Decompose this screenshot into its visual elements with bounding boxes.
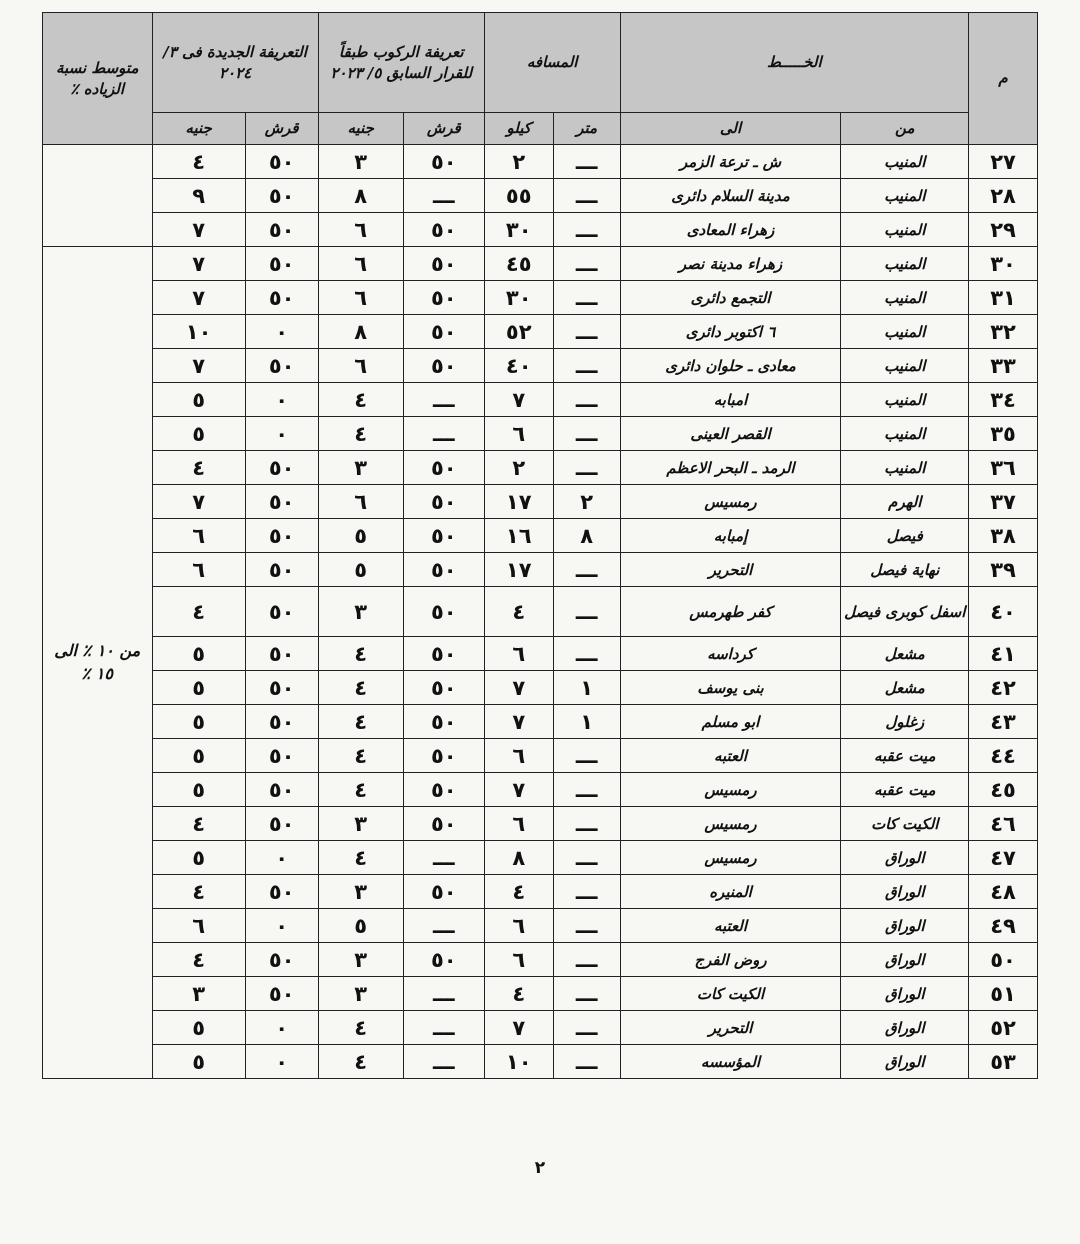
table-row [43,875,1038,909]
old-piaster-cell: ٥٠ [403,705,484,739]
old-piaster-cell: ٥٠ [403,349,484,383]
new-pound-cell: ٩ [152,179,245,213]
old-pound-cell: ٣ [318,943,403,977]
from-cell: الوراق [841,875,969,909]
table-row [43,553,1038,587]
new-piaster-cell: ٥٠ [245,773,318,807]
meter-cell: ـــ [553,909,620,943]
to-cell: رمسيس [620,773,841,807]
old-piaster-cell: ٥٠ [403,519,484,553]
table-row [43,587,1038,637]
row-number-cell: ٤٦ [969,807,1038,841]
table-row [43,705,1038,739]
new-pound-cell: ٤ [152,807,245,841]
to-cell: رمسيس [620,485,841,519]
meter-cell: ـــ [553,213,620,247]
table-row [43,909,1038,943]
table-row [43,281,1038,315]
meter-cell: ـــ [553,807,620,841]
new-pound-cell: ٥ [152,773,245,807]
kilo-cell: ٤ [484,587,553,637]
meter-cell: ١ [553,671,620,705]
table-row [43,451,1038,485]
old-piaster-cell: ٥٠ [403,587,484,637]
new-pound-cell: ٦ [152,519,245,553]
table-row [43,943,1038,977]
old-piaster-cell: ٥٠ [403,213,484,247]
meter-cell: ١ [553,705,620,739]
from-cell: ميت عقبه [841,739,969,773]
old-piaster-cell: ٥٠ [403,637,484,671]
old-pound-cell: ٨ [318,315,403,349]
new-pound-cell: ٥ [152,417,245,451]
to-cell: معادى ـ حلوان دائرى [620,349,841,383]
old-piaster-cell: ٥٠ [403,807,484,841]
new-pound-cell: ٦ [152,553,245,587]
old-piaster-cell: ٥٠ [403,315,484,349]
old-pound-cell: ٤ [318,705,403,739]
to-cell: المنيره [620,875,841,909]
to-cell: القصر العينى [620,417,841,451]
new-pound-cell: ٥ [152,671,245,705]
table-row [43,977,1038,1011]
new-piaster-cell: ٥٠ [245,145,318,179]
from-cell: المنيب [841,179,969,213]
old-pound-cell: ٤ [318,773,403,807]
row-number-cell: ٤٨ [969,875,1038,909]
row-number-cell: ٤٢ [969,671,1038,705]
new-pound-cell: ٦ [152,909,245,943]
old-pound-cell: ٣ [318,451,403,485]
new-pound-header: جنيه [152,113,245,145]
old-pound-cell: ٤ [318,671,403,705]
new-piaster-cell: ٥٠ [245,485,318,519]
table-row [43,671,1038,705]
new-piaster-cell: ٥٠ [245,587,318,637]
meter-cell: ـــ [553,349,620,383]
new-piaster-cell: ٥٠ [245,705,318,739]
meter-cell: ـــ [553,179,620,213]
row-number-cell: ٣٦ [969,451,1038,485]
row-number-cell: ٥٠ [969,943,1038,977]
old-pound-cell: ٨ [318,179,403,213]
kilo-cell: ٦ [484,807,553,841]
from-cell: المنيب [841,247,969,281]
row-number-cell: ٣٣ [969,349,1038,383]
from-cell: المنيب [841,145,969,179]
from-cell: الكيت كات [841,807,969,841]
increase-cell-top [43,145,153,247]
kilo-cell: ١٠ [484,1045,553,1079]
new-pound-cell: ٥ [152,739,245,773]
new-piaster-cell: ٠ [245,383,318,417]
new-pound-cell: ٥ [152,841,245,875]
old-pound-cell: ٤ [318,841,403,875]
meter-cell: ـــ [553,281,620,315]
new-pound-cell: ٤ [152,451,245,485]
old-pound-header: جنيه [318,113,403,145]
meter-cell: ـــ [553,553,620,587]
new-pound-cell: ٤ [152,145,245,179]
page-number: ٢ [534,1158,546,1178]
kilo-cell: ٦ [484,909,553,943]
table-row [43,417,1038,451]
new-pound-cell: ٣ [152,977,245,1011]
old-pound-cell: ٥ [318,909,403,943]
new-piaster-cell: ٥٠ [245,281,318,315]
row-number-cell: ٢٩ [969,213,1038,247]
kilo-cell: ٧ [484,671,553,705]
old-pound-cell: ٦ [318,247,403,281]
old-piaster-cell: ـــ [403,1045,484,1079]
from-cell: الوراق [841,1011,969,1045]
old-pound-cell: ٣ [318,145,403,179]
new-piaster-cell: ٥٠ [245,213,318,247]
new-pound-cell: ٧ [152,485,245,519]
meter-cell: ـــ [553,451,620,485]
meter-cell: ٢ [553,485,620,519]
old-piaster-cell: ـــ [403,417,484,451]
new-piaster-cell: ٠ [245,417,318,451]
new-piaster-cell: ٠ [245,1011,318,1045]
old-piaster-cell: ٥٠ [403,875,484,909]
meter-cell: ـــ [553,417,620,451]
old-piaster-cell: ٥٠ [403,247,484,281]
old-piaster-cell: ٥٠ [403,281,484,315]
new-pound-cell: ٧ [152,349,245,383]
old-pound-cell: ٣ [318,587,403,637]
old-pound-cell: ٤ [318,1011,403,1045]
row-number-cell: ٤٥ [969,773,1038,807]
to-cell: رمسيس [620,841,841,875]
from-cell: مشعل [841,671,969,705]
row-number-cell: ٣٥ [969,417,1038,451]
row-number-cell: ٣٤ [969,383,1038,417]
fare-table [42,12,1038,1079]
table-row [43,841,1038,875]
to-cell: كفر طهرمس [620,587,841,637]
table-row [43,519,1038,553]
to-cell: التحرير [620,1011,841,1045]
from-cell: نهاية فيصل [841,553,969,587]
to-cell: إمبابه [620,519,841,553]
row-number-cell: ٢٧ [969,145,1038,179]
new-piaster-cell: ٠ [245,841,318,875]
to-cell: الرمد ـ البحر الاعظم [620,451,841,485]
old-pound-cell: ٦ [318,213,403,247]
kilo-cell: ٦ [484,943,553,977]
row-number-cell: ٥٢ [969,1011,1038,1045]
table-row [43,315,1038,349]
kilo-cell: ٤ [484,977,553,1011]
new-piaster-cell: ٠ [245,315,318,349]
meter-cell: ـــ [553,145,620,179]
row-number-cell: ٤٤ [969,739,1038,773]
old-piaster-cell: ٥٠ [403,671,484,705]
old-piaster-cell: ـــ [403,909,484,943]
new-pound-cell: ٥ [152,1045,245,1079]
from-cell: المنيب [841,281,969,315]
from-cell: الوراق [841,943,969,977]
kilo-cell: ٤٥ [484,247,553,281]
new-piaster-cell: ٥٠ [245,807,318,841]
kilo-cell: ٣٠ [484,213,553,247]
meter-cell: ـــ [553,247,620,281]
new-piaster-cell: ٥٠ [245,179,318,213]
kilo-cell: ٧ [484,705,553,739]
kilo-cell: ١٧ [484,485,553,519]
new-pound-cell: ٤ [152,875,245,909]
old-pound-cell: ٥ [318,519,403,553]
meter-cell: ـــ [553,587,620,637]
to-cell: العتبه [620,909,841,943]
avg-increase-header: متوسط نسبة الزياده ٪ [43,13,153,145]
old-pound-cell: ٤ [318,637,403,671]
row-number-cell: ٣٧ [969,485,1038,519]
row-number-cell: ٤٩ [969,909,1038,943]
new-pound-cell: ٧ [152,247,245,281]
kilo-cell: ٤٠ [484,349,553,383]
old-fare-header: تعريفة الركوب طبقاً للقرار السابق ٥/ ٢٠٢٣ [318,13,484,113]
kilo-cell: ٧ [484,773,553,807]
kilo-cell: ٥٥ [484,179,553,213]
from-cell: المنيب [841,315,969,349]
to-cell: امبابه [620,383,841,417]
meter-cell: ـــ [553,943,620,977]
row-number-cell: ٣٨ [969,519,1038,553]
to-cell: روض الفرج [620,943,841,977]
old-pound-cell: ٤ [318,1045,403,1079]
row-number-cell: ٣٩ [969,553,1038,587]
kilo-cell: ١٧ [484,553,553,587]
old-piaster-cell: ـــ [403,841,484,875]
new-piaster-cell: ٥٠ [245,943,318,977]
to-cell: ش ـ ترعة الزمر [620,145,841,179]
old-pound-cell: ٦ [318,349,403,383]
new-pound-cell: ٥ [152,637,245,671]
kilo-cell: ٨ [484,841,553,875]
row-number-cell: ٣٠ [969,247,1038,281]
old-piaster-cell: ٥٠ [403,739,484,773]
new-piaster-cell: ٥٠ [245,519,318,553]
meter-cell: ـــ [553,315,620,349]
from-cell: المنيب [841,383,969,417]
row-number-cell: ٢٨ [969,179,1038,213]
from-cell: الوراق [841,909,969,943]
new-fare-header: التعريفة الجديدة فى ٣/ ٢٠٢٤ [152,13,318,113]
meter-cell: ـــ [553,841,620,875]
from-cell: المنيب [841,349,969,383]
to-cell: المؤسسه [620,1045,841,1079]
table-row [43,637,1038,671]
from-cell: ميت عقبه [841,773,969,807]
kilo-cell: ٥٢ [484,315,553,349]
kilo-cell: ٦ [484,739,553,773]
row-number-cell: ٥١ [969,977,1038,1011]
distance-header: المسافه [484,13,620,113]
meter-header: متر [553,113,620,145]
from-cell: الوراق [841,1045,969,1079]
meter-cell: ـــ [553,875,620,909]
new-pound-cell: ٥ [152,1011,245,1045]
old-piaster-header: قرش [403,113,484,145]
kilo-cell: ٣٠ [484,281,553,315]
old-pound-cell: ٣ [318,807,403,841]
table-row [43,1045,1038,1079]
to-cell: زهراء المعادى [620,213,841,247]
table-row [43,485,1038,519]
to-header: الى [620,113,841,145]
kilo-cell: ٧ [484,383,553,417]
old-pound-cell: ٣ [318,977,403,1011]
increase-range-cell: من ١٠ ٪ الى ١٥ ٪ [43,247,153,1079]
kilo-cell: ٦ [484,637,553,671]
old-piaster-cell: ـــ [403,1011,484,1045]
from-cell: فيصل [841,519,969,553]
new-piaster-header: قرش [245,113,318,145]
from-cell: زغلول [841,705,969,739]
table-row [43,773,1038,807]
table-row [43,739,1038,773]
table-row [43,247,1038,281]
old-pound-cell: ٤ [318,383,403,417]
meter-cell: ـــ [553,1011,620,1045]
new-piaster-cell: ٥٠ [245,739,318,773]
table-row [43,179,1038,213]
from-cell: مشعل [841,637,969,671]
row-number-cell: ٥٣ [969,1045,1038,1079]
new-pound-cell: ٧ [152,281,245,315]
from-header: من [841,113,969,145]
row-number-cell: ٤٠ [969,587,1038,637]
kilo-cell: ٧ [484,1011,553,1045]
to-cell: العتبه [620,739,841,773]
old-piaster-cell: ـــ [403,179,484,213]
kilo-header: كيلو [484,113,553,145]
row-number-cell: ٣١ [969,281,1038,315]
row-number-cell: ٤١ [969,637,1038,671]
from-cell: المنيب [841,213,969,247]
serial-header: م [969,13,1038,145]
meter-cell: ـــ [553,637,620,671]
new-pound-cell: ٤ [152,587,245,637]
fare-rows [43,145,1038,1079]
kilo-cell: ٢ [484,451,553,485]
new-pound-cell: ٥ [152,705,245,739]
old-piaster-cell: ٥٠ [403,451,484,485]
to-cell: مدينة السلام دائرى [620,179,841,213]
to-cell: ٦ اكتوبر دائرى [620,315,841,349]
table-row [43,1011,1038,1045]
row-number-cell: ٤٧ [969,841,1038,875]
from-cell: المنيب [841,417,969,451]
row-number-cell: ٤٣ [969,705,1038,739]
from-cell: اسفل كوبرى فيصل [841,587,969,637]
meter-cell: ـــ [553,1045,620,1079]
old-piaster-cell: ٥٠ [403,943,484,977]
to-cell: زهراء مدينة نصر [620,247,841,281]
new-piaster-cell: ٥٠ [245,451,318,485]
kilo-cell: ٤ [484,875,553,909]
old-piaster-cell: ٥٠ [403,553,484,587]
table-row [43,807,1038,841]
to-cell: بنى يوسف [620,671,841,705]
old-piaster-cell: ـــ [403,383,484,417]
new-pound-cell: ٧ [152,213,245,247]
table-row [43,145,1038,179]
table-row [43,213,1038,247]
new-piaster-cell: ٥٠ [245,977,318,1011]
line-header: الخـــــط [620,13,969,113]
old-pound-cell: ٤ [318,417,403,451]
kilo-cell: ١٦ [484,519,553,553]
new-piaster-cell: ٥٠ [245,671,318,705]
new-piaster-cell: ٠ [245,1045,318,1079]
to-cell: الكيت كات [620,977,841,1011]
to-cell: التحرير [620,553,841,587]
old-piaster-cell: ٥٠ [403,485,484,519]
meter-cell: ـــ [553,739,620,773]
new-pound-cell: ١٠ [152,315,245,349]
new-piaster-cell: ٥٠ [245,247,318,281]
meter-cell: ـــ [553,383,620,417]
meter-cell: ـــ [553,773,620,807]
from-cell: الوراق [841,977,969,1011]
new-pound-cell: ٥ [152,383,245,417]
new-piaster-cell: ٥٠ [245,637,318,671]
old-piaster-cell: ٥٠ [403,773,484,807]
old-pound-cell: ٦ [318,485,403,519]
old-pound-cell: ٦ [318,281,403,315]
to-cell: رمسيس [620,807,841,841]
old-piaster-cell: ـــ [403,977,484,1011]
row-number-cell: ٣٢ [969,315,1038,349]
kilo-cell: ٢ [484,145,553,179]
from-cell: الهرم [841,485,969,519]
old-pound-cell: ٥ [318,553,403,587]
to-cell: ابو مسلم [620,705,841,739]
table-row [43,383,1038,417]
new-piaster-cell: ٠ [245,909,318,943]
kilo-cell: ٦ [484,417,553,451]
new-piaster-cell: ٥٠ [245,349,318,383]
to-cell: التجمع دائرى [620,281,841,315]
meter-cell: ٨ [553,519,620,553]
new-pound-cell: ٤ [152,943,245,977]
table-row [43,349,1038,383]
old-pound-cell: ٣ [318,875,403,909]
old-pound-cell: ٤ [318,739,403,773]
new-piaster-cell: ٥٠ [245,553,318,587]
meter-cell: ـــ [553,977,620,1011]
to-cell: كرداسه [620,637,841,671]
from-cell: الوراق [841,841,969,875]
old-piaster-cell: ٥٠ [403,145,484,179]
from-cell: المنيب [841,451,969,485]
new-piaster-cell: ٥٠ [245,875,318,909]
